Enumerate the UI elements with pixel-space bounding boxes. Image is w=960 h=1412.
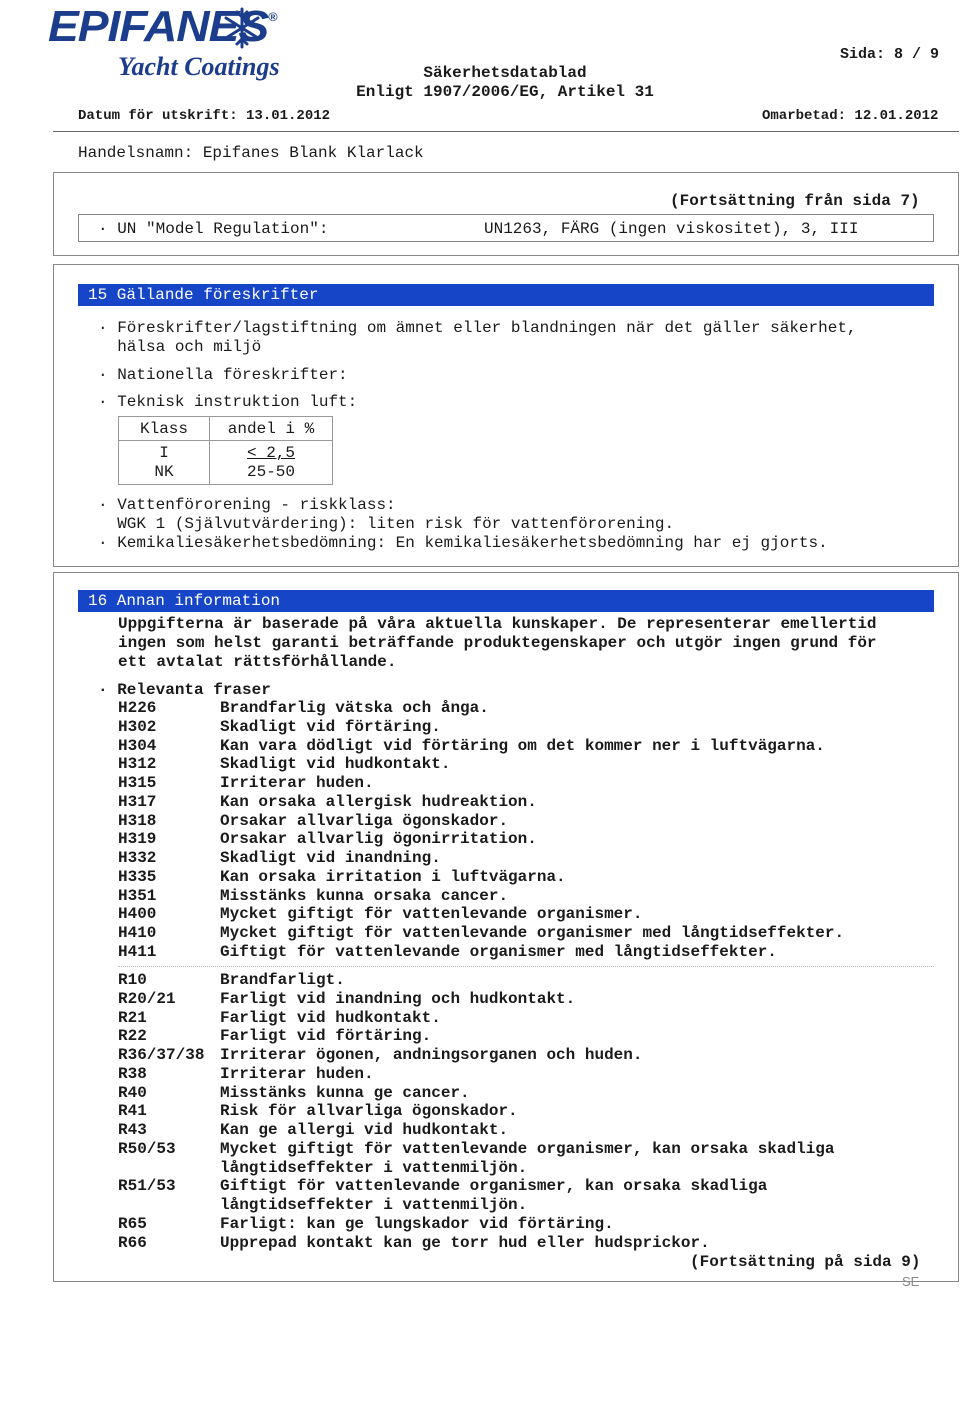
phrase-text: Brandfarligt. [220, 971, 345, 989]
phrase-row [118, 1046, 642, 1065]
phrase-row [118, 990, 575, 1009]
phrase-text: Orsakar allvarlig ögonirritation. [220, 830, 537, 849]
phrase-text: Giftigt för vattenlevande organismer, kan orsaka skadliga [220, 1177, 768, 1196]
phrase-code: H351 [118, 886, 157, 905]
phrase-row [118, 718, 441, 737]
phrase-row [118, 793, 537, 812]
phrase-code: H319 [118, 830, 157, 849]
phrase-text: Mycket giftigt för vattenlevande organismer med långtidseffekter. [220, 924, 845, 942]
phrase-row [118, 1121, 508, 1140]
andel-cell-1: < 2,5 [246, 443, 295, 462]
phrase-code: R43 [118, 1121, 147, 1139]
phrase-text: Skadligt vid hudkontakt. [220, 755, 451, 774]
phrase-row [118, 1084, 470, 1103]
phrase-row [118, 887, 508, 906]
klass-table [118, 416, 333, 485]
phrase-text: Misstänks kunna orsaka cancer. [220, 886, 509, 905]
phrase-text: Kan orsaka allergisk hudreaktion. [220, 792, 537, 811]
phrase-text: Giftigt för vattenlevande organismer med långtidseffekter. [220, 942, 777, 961]
andel-cell-2: 25-50 [246, 462, 295, 481]
phrase-row [118, 1027, 431, 1046]
klass-cell-2: NK [154, 462, 174, 481]
intro-line1: Uppgifterna är baserade på våra aktuella kunskaper. De representerar emellertid [118, 615, 877, 633]
phrase-code: H315 [118, 774, 157, 792]
relevant-phrases-heading: · Relevanta fraser [98, 681, 271, 699]
phrase-code: H317 [118, 792, 157, 811]
phrase-code: H302 [118, 717, 157, 736]
logo-epifanes: EPIFANES® [48, 2, 277, 51]
phrase-text: långtidseffekter i vattenmiljön. [220, 1158, 528, 1177]
phrase-code: H410 [118, 924, 157, 942]
phrase-row [118, 924, 844, 943]
phrase-row [118, 812, 508, 831]
doc-regulation: Enligt 1907/2006/EG, Artikel 31 [356, 83, 654, 101]
phrase-row [118, 1140, 835, 1159]
phrase-code: H411 [118, 942, 157, 961]
phrase-text: Farligt: kan ge lungskador vid förtäring. [220, 1214, 614, 1233]
phrase-row [118, 849, 441, 868]
phrase-text: Kan orsaka irritation i luftvägarna. [220, 867, 566, 886]
chemical-safety-assessment: · Kemikaliesäkerhetsbedömning: En kemikaliesäkerhetsbedömning har ej gjorts. [98, 534, 828, 552]
phrase-text: Kan vara dödligt vid förtäring om det kommer ner i luftvägarna. [220, 736, 825, 755]
phrase-code: H332 [118, 849, 157, 867]
section-15-title: 15 Gällande föreskrifter [78, 284, 934, 306]
phrase-code: H312 [118, 755, 157, 774]
phrase-row [118, 737, 825, 756]
wgk-line: WGK 1 (Självutvärdering): liten risk för vattenförorening. [98, 515, 675, 533]
phrase-row [118, 1215, 614, 1234]
phrase-row [118, 1159, 527, 1178]
phrase-text: Upprepad kontakt kan ge torr hud eller hudsprickor. [220, 1233, 710, 1252]
phrase-row [118, 1102, 518, 1121]
phrase-text: Orsakar allvarliga ögonskador. [220, 811, 509, 830]
phrase-text: Irriterar huden. [220, 1064, 374, 1083]
phrase-row [118, 830, 537, 849]
phrase-code: R21 [118, 1008, 147, 1027]
phrase-text: Kan ge allergi vid hudkontakt. [220, 1121, 509, 1139]
phrase-code: R36/37/38 [118, 1046, 205, 1064]
phrase-text: Farligt vid inandning och hudkontakt. [220, 989, 576, 1008]
phrase-code: R40 [118, 1083, 147, 1102]
phrase-text: Farligt vid förtäring. [220, 1027, 432, 1046]
klass-header: Klass [119, 417, 210, 441]
phrase-code: R20/21 [118, 989, 176, 1008]
phrase-text: Mycket giftigt för vattenlevande organismer, kan orsaka skadliga [220, 1139, 835, 1158]
phrase-divider [118, 966, 934, 967]
snowflake-logo-icon [222, 6, 262, 50]
phrase-code: H318 [118, 811, 157, 830]
trade-name: Handelsnamn: Epifanes Blank Klarlack [78, 144, 424, 162]
phrase-text: Misstänks kunna ge cancer. [220, 1083, 470, 1102]
continuation-from: (Fortsättning från sida 7) [670, 192, 920, 210]
un-value: UN1263, FÄRG (ingen viskositet), 3, III [484, 220, 859, 238]
phrase-row [118, 943, 777, 962]
phrase-row [118, 1234, 710, 1253]
phrase-code: R51/53 [118, 1177, 176, 1196]
phrase-code: H304 [118, 736, 157, 755]
phrase-text: Skadligt vid förtäring. [220, 717, 441, 736]
phrase-row [118, 1065, 374, 1084]
water-pollution-class: · Vattenförorening - riskklass: [98, 496, 396, 514]
phrase-text: Irriterar ögonen, andningsorganen och huden. [220, 1046, 643, 1064]
phrase-row [118, 971, 345, 990]
phrase-code: H400 [118, 905, 157, 924]
print-date: Datum för utskrift: 13.01.2012 [78, 108, 331, 124]
phrase-row [118, 699, 489, 718]
phrase-row [118, 868, 566, 887]
phrase-text: Farligt vid hudkontakt. [220, 1008, 441, 1027]
un-label: · UN "Model Regulation": [98, 220, 329, 238]
header-divider [53, 131, 959, 132]
phrase-text: Skadligt vid inandning. [220, 849, 441, 867]
section-16-title: 16 Annan information [78, 590, 934, 612]
technical-instruction-air: · Teknisk instruktion luft: [98, 393, 358, 411]
phrase-row [118, 905, 642, 924]
phrase-text: långtidseffekter i vattenmiljön. [220, 1196, 528, 1214]
klass-cell-1: I [159, 443, 169, 462]
phrase-code: R66 [118, 1233, 147, 1252]
phrase-code: R22 [118, 1027, 147, 1046]
phrase-text: Irriterar huden. [220, 774, 374, 792]
phrase-code: R50/53 [118, 1139, 176, 1158]
phrase-row [118, 755, 450, 774]
phrase-code: R38 [118, 1064, 147, 1083]
continuation-to: (Fortsättning på sida 9) [690, 1253, 921, 1271]
intro-line2: ingen som helst garanti beträffande produktegenskaper och utgör ingen grund för [118, 634, 877, 652]
intro-line3: ett avtalat rättsförhållande. [118, 653, 397, 671]
phrase-code: R65 [118, 1214, 147, 1233]
phrase-row [118, 1177, 767, 1196]
phrase-row [118, 774, 374, 793]
phrase-text: Brandfarlig vätska och ånga. [220, 699, 489, 717]
phrase-row [118, 1009, 441, 1028]
phrase-row [118, 1196, 527, 1215]
revision-date: Omarbetad: 12.01.2012 [762, 108, 939, 124]
language-code: SE [902, 1274, 920, 1289]
national-regulations: · Nationella föreskrifter: [98, 366, 348, 384]
regulation-text-line1: · Föreskrifter/lagstiftning om ämnet eller blandningen när det gäller säkerhet, [98, 319, 857, 337]
phrase-code: R41 [118, 1102, 147, 1121]
logo-yacht-coatings: Yacht Coatings [118, 52, 280, 81]
phrase-code: H335 [118, 867, 157, 886]
phrase-text: Risk för allvarliga ögonskador. [220, 1102, 518, 1121]
phrase-code: R10 [118, 971, 147, 989]
phrase-code: H226 [118, 699, 157, 717]
phrase-text: Mycket giftigt för vattenlevande organismer. [220, 905, 643, 924]
andel-header: andel i % [210, 417, 333, 441]
page-number: Sida: 8 / 9 [840, 46, 940, 63]
doc-title: Säkerhetsdatablad [423, 64, 587, 82]
regulation-text-line2: hälsa och miljö [98, 338, 262, 356]
